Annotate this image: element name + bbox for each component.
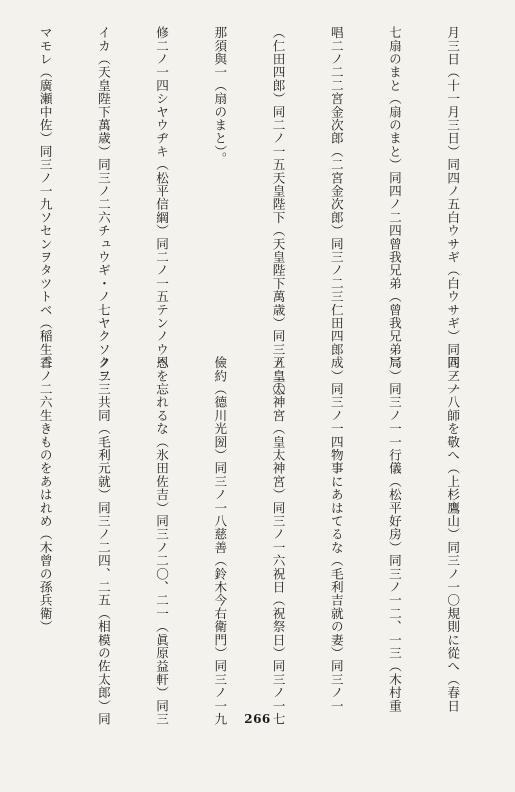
text-line: 三ノ二六生きものをあはれめ（木曾の孫兵衛） [37, 356, 53, 634]
text-line: 恩を忘れるな（氷田佐吉）同三ノ二〇、二一（眞原益軒）同三 [154, 356, 170, 726]
text-line: 五皇太神宮（皇太神宮）同三ノ一六祝日（祝祭日）同三ノ一七 [270, 356, 286, 726]
text-line: 唱二ノ二二宮金次郎（二宮金次郎）同三ノ二三仁田四郎 [328, 26, 344, 356]
text-line: 同三ノ八師を敬へ（上杉鷹山）同三ノ一〇規則に從へ（春日 [445, 356, 461, 713]
text-line: ノ二三共同（毛利元就）同三ノ二四、二五（相模の佐太郎）同 [95, 356, 111, 726]
upper-text-block [35, 26, 501, 396]
text-line: 七扇のまと（扇のまと）同四ノ二四曾我兄弟（曾我兄弟）。 [386, 26, 402, 377]
text-line: 月三日（十一月三日）同四ノ五白ウサギ（白ウサギ）同四ノ一 [445, 26, 461, 396]
text-line: マモレ（廣瀬中佐）同三ノ一九ソセンヲタツトベ（稲生香 [37, 26, 53, 370]
text-line: 儉約（德川光圀）同三ノ一八慈善（鈴木今右衛門）同三ノ一九 [212, 356, 228, 726]
text-line: 那須與一（扇のまと）。 [212, 26, 228, 165]
text-line: （仁田四郎）同二ノ一五天皇陛下（天皇陛下萬歳）同三ノ二〇 [270, 26, 286, 396]
text-line: イカ（天皇陛下萬歳）同三ノ二六チュウギ・ノ七ヤクソクヲ [95, 26, 111, 383]
page-number: 266 [244, 712, 271, 726]
text-line: 修二ノ一四シヤウヂキ（松平信綱）同二ノ一五テンノウヘ [154, 26, 170, 370]
text-line: 局）同三ノ一一行儀（松平好房）同三ノ一二、一三（木村重 [386, 356, 402, 713]
text-line: 成）同三ノ一四物事にあはてるな（毛利吉就の妻）同三ノ一 [328, 356, 344, 713]
